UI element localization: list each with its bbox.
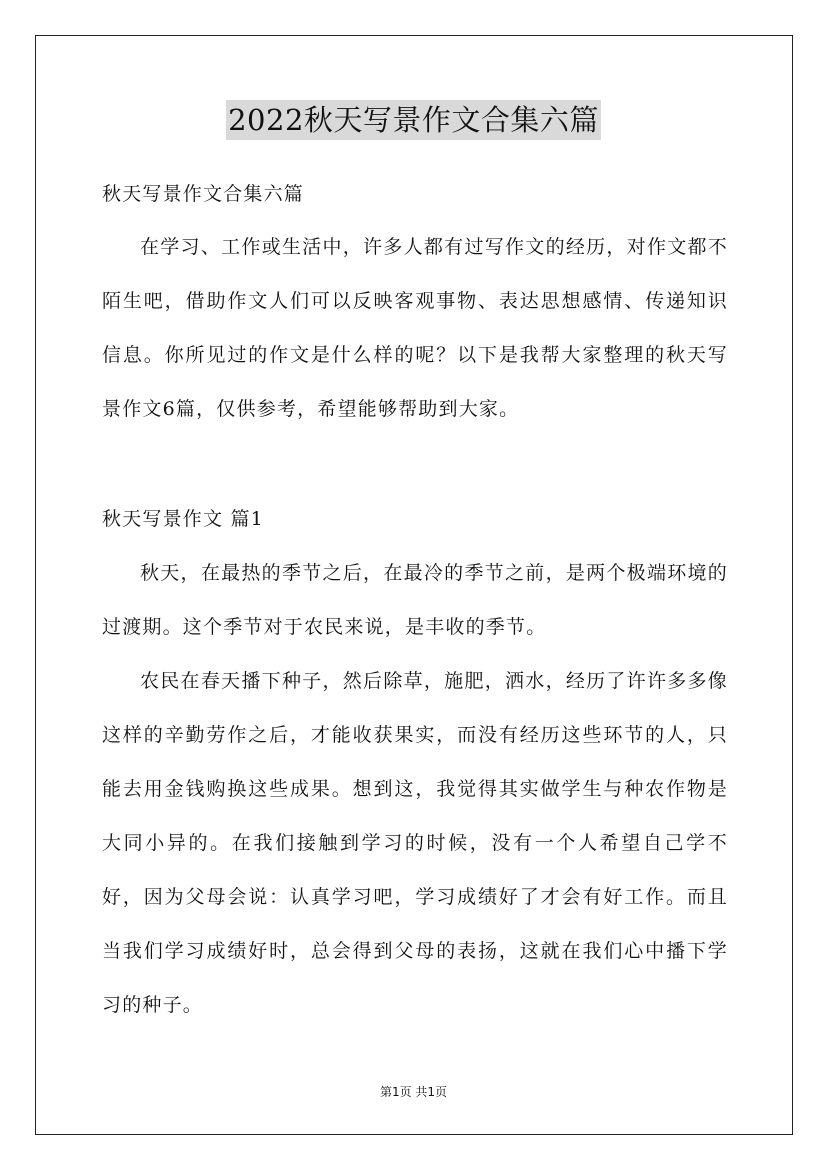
title-container: [0, 100, 827, 140]
body-paragraph: 秋天，在最热的季节之后，在最冷的季节之前，是两个极端环境的过渡期。这个季节对于农民来说，是丰收的季节。: [102, 562, 728, 638]
document-subtitle: 秋天写景作文合集六篇: [102, 183, 305, 205]
document-title: 2022秋天写景作文合集六篇: [226, 100, 601, 140]
page-footer: 第1页 共1页: [379, 1085, 448, 1099]
body-paragraph: 农民在春天播下种子，然后除草，施肥，洒水，经历了许许多多像这样的辛勤劳作之后，才能收获果实，而没有经历这些环节的人，只能去用金钱购换这些成果。想到这，我觉得其实做学生与种农作物是大同小异的。在我们接触到学习的时候，没有一个人希望自己学不好，因为父母会说：认真学习吧，学习成绩好了才会有好工作。而且当我们学习成绩好时，总会得到父母的表扬，这就在我们心中播下学习的种子。: [102, 670, 728, 1016]
section-heading: 秋天写景作文 篇1: [102, 508, 264, 530]
intro-paragraph: 在学习、工作或生活中，许多人都有过写作文的经历，对作文都不陌生吧，借助作文人们可以反映客观事物、表达思想感情、传递知识信息。你所见过的作文是什么样的呢？以下是我帮大家整理的秋天写景作文6篇，仅供参考，希望能够帮助到大家。: [102, 236, 728, 420]
